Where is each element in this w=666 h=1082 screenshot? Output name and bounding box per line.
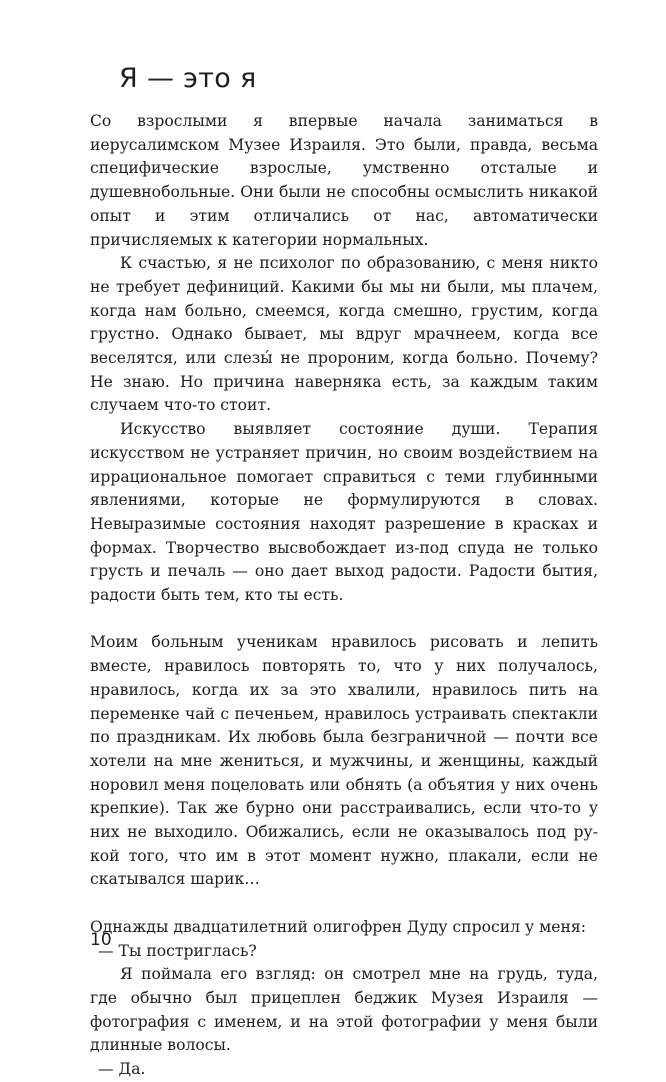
chapter-title: Я — это я xyxy=(119,63,257,94)
paragraph: Однажды двадцатилетний олигофрен Дуду спросил у меня: xyxy=(90,917,586,936)
paragraph: Искусство выявляет состояние души. Терапия искусством не устраняет причин, но своим воздействием на иррациональное помогает справиться с теми глубинными явлениями, которые не формулируются в словах. Невыразимые состояния находят разрешение в красках и формах. Творчество высвобождает из-под спуда не только грусть и печаль — оно дает выход радости. Радости бытия, радости быть тем, кто ты есть. xyxy=(90,420,598,605)
dialog-line: — Да. xyxy=(98,1060,146,1079)
paragraph: К счастью, я не психолог по образованию, с меня никто не требует дефиниций. Какими бы мы ни были, мы плачем, когда нам больно, смеемся, когда смешно, грустим, когда грустно. Однако бывает, мы вдруг мрачнеем, когда все веселятся, или слезы́ не пророним, когда больно. Почему? Не знаю. Но причина наверняка есть, за каждым таким случаем что-то стоит. xyxy=(90,254,598,415)
paragraph: Со взрослыми я впервые начала заниматься в иерусалимском Музее Израиля. Это были, правда, весьма специфические взрослые, умственно отсталые и душевнобольные. Они были не способны осмыслить никакой опыт и этим отличались от нас, автоматически причисляемых к категории нормальных. xyxy=(90,112,598,249)
paragraph: Моим больным ученикам нравилось рисовать и лепить вместе, нравилось повторять то, что у них получалось, нравилось, когда их за это хвалили, нравилось пить на переменке чай с печеньем, нравилось устраивать спектакли по праздникам. Их любовь была безграничной — почти все хотели на мне жениться, и мужчины, и женщины, каждый норовил меня поцеловать или обнять (а объятия у них очень крепкие). Так же бурно они расстраивались, если что-то у них не выходило. Обижались, если не оказывалось под рукой того, что им в этот момент нужно, плакали, если не скатывался шарик… xyxy=(90,633,598,889)
page-number: 10 xyxy=(90,930,112,950)
body-text xyxy=(90,110,598,1082)
paragraph: Я поймала его взгляд: он смотрел мне на грудь, туда, где обычно был прицеплен беджик Музея Израиля — фотография с именем, и на этой фотографии у меня были длинные волосы. xyxy=(90,965,598,1055)
dialog-line: — Ты постриглась? xyxy=(98,941,257,960)
